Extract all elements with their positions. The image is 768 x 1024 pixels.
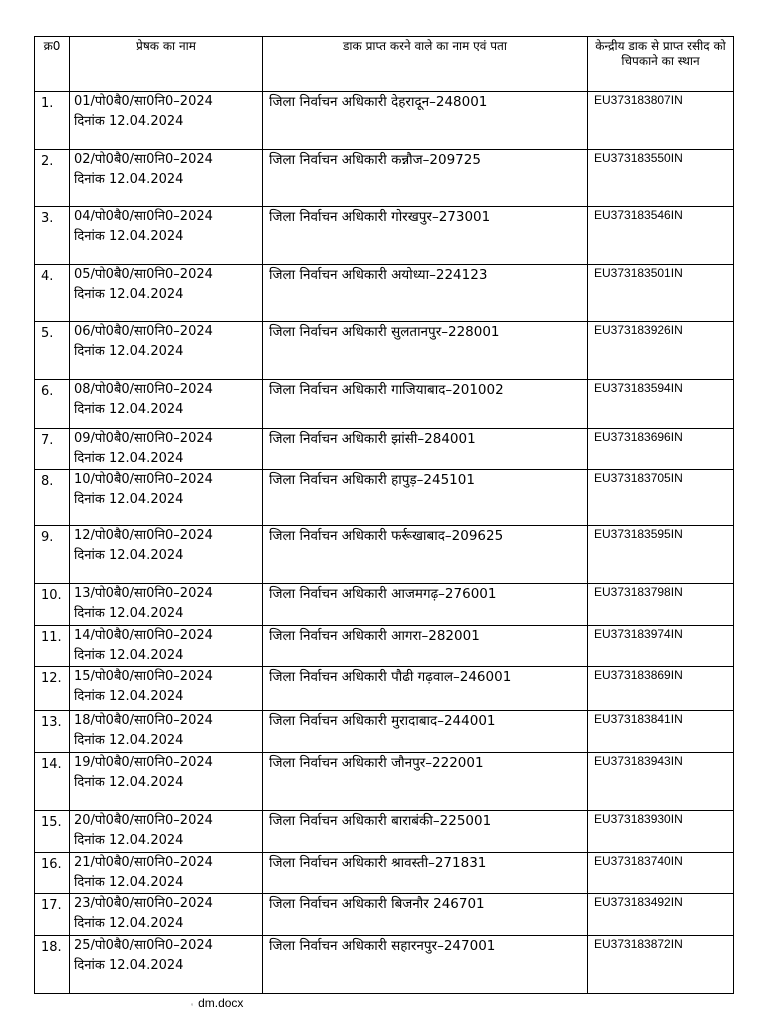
header-serial: क्र0	[35, 37, 70, 92]
letter-reference: 20/पो0बै0/सा0नि0–2024	[74, 813, 213, 828]
serial-cell	[35, 207, 70, 265]
letter-date: दिनांक 12.04.2024	[74, 451, 184, 466]
table-row	[35, 526, 734, 584]
receipt-number: EU373183869IN	[588, 667, 734, 711]
table-row	[35, 936, 734, 994]
receipt-number: EU373183595IN	[588, 526, 734, 584]
table-row	[35, 265, 734, 322]
receipt-number: EU373183550IN	[588, 150, 734, 207]
serial-cell	[35, 811, 70, 853]
serial-number: 1.	[41, 96, 54, 111]
letter-reference: 02/पो0बै0/सा0नि0–2024	[74, 152, 213, 167]
serial-cell	[35, 711, 70, 753]
table-row	[35, 584, 734, 626]
table-row	[35, 753, 734, 811]
serial-number: 11.	[41, 630, 62, 645]
serial-cell	[35, 584, 70, 626]
receipt-number: EU373183740IN	[588, 853, 734, 894]
dispatch-register-table	[34, 36, 734, 994]
letter-reference: 14/पो0बै0/सा0नि0–2024	[74, 628, 213, 643]
table-row	[35, 894, 734, 936]
letter-date: दिनांक 12.04.2024	[74, 229, 184, 244]
letter-reference: 18/पो0बै0/सा0नि0–2024	[74, 713, 213, 728]
serial-cell	[35, 429, 70, 470]
serial-number: 10.	[41, 588, 62, 603]
letter-date: दिनांक 12.04.2024	[74, 775, 184, 790]
letter-reference: 09/पो0बै0/सा0नि0–2024	[74, 431, 213, 446]
serial-cell	[35, 526, 70, 584]
sender-cell	[70, 265, 263, 322]
recipient-address: जिला निर्वाचन अधिकारी आगरा–282001	[263, 626, 588, 667]
sender-cell	[70, 853, 263, 894]
table-row	[35, 380, 734, 429]
table-row	[35, 150, 734, 207]
serial-number: 18.	[41, 940, 62, 955]
recipient-address: जिला निर्वाचन अधिकारी आजमगढ़–276001	[263, 584, 588, 626]
serial-cell	[35, 853, 70, 894]
table-body	[35, 92, 734, 994]
serial-cell	[35, 150, 70, 207]
sender-cell	[70, 753, 263, 811]
receipt-number: EU373183872IN	[588, 936, 734, 994]
receipt-number: EU373183807IN	[588, 92, 734, 150]
table-row	[35, 429, 734, 470]
sender-cell	[70, 150, 263, 207]
receipt-number: EU373183594IN	[588, 380, 734, 429]
table-row	[35, 811, 734, 853]
table-header-row	[35, 37, 734, 92]
letter-date: दिनांक 12.04.2024	[74, 833, 184, 848]
recipient-address: जिला निर्वाचन अधिकारी देहरादून–248001	[263, 92, 588, 150]
serial-number: 17.	[41, 898, 62, 913]
letter-reference: 13/पो0बै0/सा0नि0–2024	[74, 586, 213, 601]
recipient-address: जिला निर्वाचन अधिकारी हापुड़–245101	[263, 470, 588, 526]
letter-date: दिनांक 12.04.2024	[74, 402, 184, 417]
recipient-address: जिला निर्वाचन अधिकारी झांसी–284001	[263, 429, 588, 470]
footer-filename: dm.docx	[198, 996, 244, 1010]
serial-number: 16.	[41, 857, 62, 872]
table-row	[35, 322, 734, 380]
table-row	[35, 853, 734, 894]
letter-reference: 23/पो0बै0/सा0नि0–2024	[74, 896, 213, 911]
sender-cell	[70, 380, 263, 429]
sender-cell	[70, 429, 263, 470]
serial-cell	[35, 667, 70, 711]
serial-cell	[35, 470, 70, 526]
table-row	[35, 92, 734, 150]
sender-cell	[70, 470, 263, 526]
receipt-number: EU373183696IN	[588, 429, 734, 470]
serial-cell	[35, 753, 70, 811]
letter-reference: 01/पो0बै0/सा0नि0–2024	[74, 94, 213, 109]
letter-reference: 19/पो0बै0/सा0नि0–2024	[74, 755, 213, 770]
serial-cell	[35, 380, 70, 429]
sender-cell	[70, 667, 263, 711]
letter-reference: 06/पो0बै0/सा0नि0–2024	[74, 324, 213, 339]
letter-date: दिनांक 12.04.2024	[74, 492, 184, 507]
header-sender: प्रेषक का नाम	[70, 37, 263, 92]
footer-marker: ₀	[191, 1000, 194, 1007]
sender-cell	[70, 811, 263, 853]
recipient-address: जिला निर्वाचन अधिकारी जौनपुर–222001	[263, 753, 588, 811]
sender-cell	[70, 626, 263, 667]
sender-cell	[70, 711, 263, 753]
recipient-address: जिला निर्वाचन अधिकारी बाराबंकी–225001	[263, 811, 588, 853]
serial-cell	[35, 322, 70, 380]
letter-reference: 10/पो0बै0/सा0नि0–2024	[74, 472, 213, 487]
serial-cell	[35, 936, 70, 994]
table-row	[35, 711, 734, 753]
letter-reference: 08/पो0बै0/सा0नि0–2024	[74, 382, 213, 397]
receipt-number: EU373183705IN	[588, 470, 734, 526]
letter-date: दिनांक 12.04.2024	[74, 733, 184, 748]
letter-date: दिनांक 12.04.2024	[74, 689, 184, 704]
letter-date: दिनांक 12.04.2024	[74, 287, 184, 302]
sender-cell	[70, 207, 263, 265]
serial-number: 13.	[41, 715, 62, 730]
receipt-number: EU373183930IN	[588, 811, 734, 853]
letter-reference: 12/पो0बै0/सा0नि0–2024	[74, 528, 213, 543]
recipient-address: जिला निर्वाचन अधिकारी श्रावस्ती–271831	[263, 853, 588, 894]
serial-number: 2.	[41, 154, 54, 169]
sender-cell	[70, 936, 263, 994]
letter-date: दिनांक 12.04.2024	[74, 548, 184, 563]
receipt-number: EU373183974IN	[588, 626, 734, 667]
letter-reference: 15/पो0बै0/सा0नि0–2024	[74, 669, 213, 684]
receipt-number: EU373183798IN	[588, 584, 734, 626]
recipient-address: जिला निर्वाचन अधिकारी सुलतानपुर–228001	[263, 322, 588, 380]
serial-number: 3.	[41, 211, 54, 226]
sender-cell	[70, 92, 263, 150]
serial-number: 6.	[41, 384, 54, 399]
sender-cell	[70, 526, 263, 584]
recipient-address: जिला निर्वाचन अधिकारी मुरादाबाद–244001	[263, 711, 588, 753]
serial-number: 15.	[41, 815, 62, 830]
table-row	[35, 207, 734, 265]
receipt-number: EU373183492IN	[588, 894, 734, 936]
table-row	[35, 626, 734, 667]
receipt-number: EU373183841IN	[588, 711, 734, 753]
letter-date: दिनांक 12.04.2024	[74, 606, 184, 621]
serial-number: 4.	[41, 269, 54, 284]
recipient-address: जिला निर्वाचन अधिकारी अयोध्या–224123	[263, 265, 588, 322]
serial-number: 14.	[41, 757, 62, 772]
receipt-number: EU373183501IN	[588, 265, 734, 322]
letter-date: दिनांक 12.04.2024	[74, 875, 184, 890]
letter-date: दिनांक 12.04.2024	[74, 172, 184, 187]
serial-number: 5.	[41, 326, 54, 341]
letter-date: दिनांक 12.04.2024	[74, 916, 184, 931]
letter-reference: 04/पो0बै0/सा0नि0–2024	[74, 209, 213, 224]
recipient-address: जिला निर्वाचन अधिकारी कन्नौज–209725	[263, 150, 588, 207]
letter-reference: 05/पो0बै0/सा0नि0–2024	[74, 267, 213, 282]
receipt-number: EU373183943IN	[588, 753, 734, 811]
header-receipt: केन्द्रीय डाक से प्राप्त रसीद को चिपकाने का स्थान	[588, 37, 734, 92]
serial-number: 9.	[41, 530, 54, 545]
recipient-address: जिला निर्वाचन अधिकारी सहारनपुर–247001	[263, 936, 588, 994]
serial-cell	[35, 894, 70, 936]
serial-number: 12.	[41, 671, 62, 686]
letter-date: दिनांक 12.04.2024	[74, 958, 184, 973]
receipt-number: EU373183926IN	[588, 322, 734, 380]
table-row	[35, 470, 734, 526]
serial-cell	[35, 265, 70, 322]
letter-reference: 21/पो0बै0/सा0नि0–2024	[74, 855, 213, 870]
letter-date: दिनांक 12.04.2024	[74, 114, 184, 129]
recipient-address: जिला निर्वाचन अधिकारी गोरखपुर–273001	[263, 207, 588, 265]
serial-number: 8.	[41, 474, 54, 489]
recipient-address: जिला निर्वाचन अधिकारी फर्रूखाबाद–209625	[263, 526, 588, 584]
receipt-number: EU373183546IN	[588, 207, 734, 265]
letter-reference: 25/पो0बै0/सा0नि0–2024	[74, 938, 213, 953]
recipient-address: जिला निर्वाचन अधिकारी बिजनौर 246701	[263, 894, 588, 936]
letter-date: दिनांक 12.04.2024	[74, 648, 184, 663]
serial-number: 7.	[41, 433, 54, 448]
serial-cell	[35, 92, 70, 150]
header-recipient: डाक प्राप्त करने वाले का नाम एवं पता	[263, 37, 588, 92]
serial-cell	[35, 626, 70, 667]
sender-cell	[70, 894, 263, 936]
footer	[191, 996, 243, 1010]
recipient-address: जिला निर्वाचन अधिकारी पौढी गढ़वाल–246001	[263, 667, 588, 711]
letter-date: दिनांक 12.04.2024	[74, 344, 184, 359]
recipient-address: जिला निर्वाचन अधिकारी गाजियाबाद–201002	[263, 380, 588, 429]
sender-cell	[70, 322, 263, 380]
table-row	[35, 667, 734, 711]
sender-cell	[70, 584, 263, 626]
